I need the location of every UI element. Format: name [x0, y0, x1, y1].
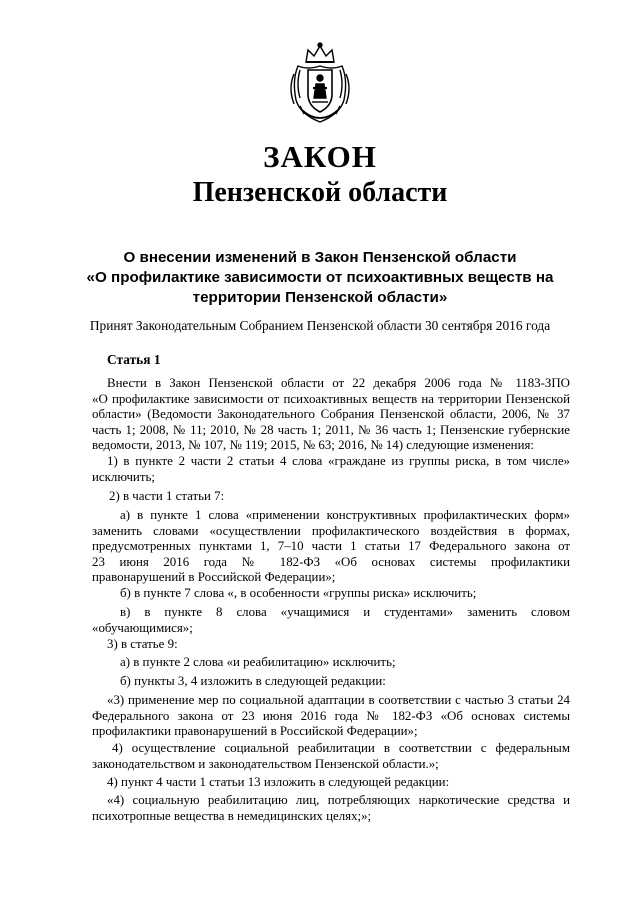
item-3a [92, 655, 570, 671]
text-line: заменить словами «осуществлении профилактического воздействия в формах, [92, 523, 570, 538]
text-line: профилактики правонарушений в Российской Федерации»; [92, 724, 418, 738]
item-3b [92, 674, 570, 690]
text-line: 3) в статье 9: [107, 637, 178, 651]
text-line: «4) социальную реабилитацию лиц, потребляющих наркотические средства и [107, 793, 570, 807]
law-region-title: Пензенской области [192, 177, 448, 208]
law-heading [60, 248, 580, 308]
text-line: в) в пункте 8 слова «учащимися и студентами» заменить словом [120, 605, 570, 619]
text-line: 1) в пункте 2 части 2 статьи 4 слова «граждане из группы риска, в том числе» [107, 454, 570, 468]
text-line: правонарушений в Российской Федерации»; [92, 570, 336, 584]
law-title: ЗАКОН [263, 139, 377, 174]
text-line: «О профилактике зависимости от психоактивных веществ на территории Пензенской [92, 391, 570, 406]
article-label: Статья 1 [107, 352, 161, 367]
item-4 [92, 775, 570, 791]
text-line: а) в пункте 1 слова «применении конструктивных профилактических форм» [120, 508, 570, 522]
text-line: 23 июня 2016 года № 182-ФЗ «Об основах системы профилактики [92, 554, 570, 569]
text-line: 4) пункт 4 части 1 статьи 13 изложить в следующей редакции: [107, 775, 450, 789]
item-3 [92, 637, 570, 653]
item-2 [92, 489, 570, 505]
quoted-point-4 [92, 741, 570, 772]
text-line: предусмотренных пунктами 1, 7–10 части 1 статьи 17 Федерального закона от [92, 539, 570, 553]
text-line: «3) применение мер по социальной адаптации в соответствии с частью 3 статьи 24 [107, 693, 570, 707]
text-line: б) в пункте 7 слова «, в особенности «группы риска» исключить; [120, 586, 477, 600]
text-line: исключить; [92, 469, 155, 484]
heading-line: территории Пензенской области» [192, 289, 448, 306]
text-line: 2) в части 1 статьи 7: [109, 489, 225, 503]
heading-line: «О профилактике зависимости от психоактивных веществ на [86, 269, 554, 286]
text-line: Внести в Закон Пензенской области от 22 декабря 2006 года № 1183-ЗПО [107, 376, 570, 390]
item-2a [92, 508, 570, 586]
item-2v [92, 605, 570, 636]
text-line: области» (Ведомости Законодательного Собрания Пензенской области, 2006, № 37 [92, 407, 570, 421]
text-line: ведомости, 2013, № 107, № 119; 2015, № 63; 2016, № 14) следующие изменения: [92, 438, 534, 452]
text-line: Федерального закона от 23 июня 2016 года № 182-ФЗ «Об основах системы [92, 708, 570, 723]
coat-of-arms-emblem [286, 40, 354, 126]
text-line: законодательством и законодательством Пензенской области.»; [92, 756, 439, 771]
adoption-line: Принят Законодательным Собранием Пензенской области 30 сентября 2016 года [89, 318, 551, 333]
item-2b [92, 586, 570, 602]
text-line: б) пункты 3, 4 изложить в следующей редакции: [120, 674, 386, 688]
heading-line: О внесении изменений в Закон Пензенской области [123, 249, 517, 266]
quoted-point-3 [92, 693, 570, 740]
item-1 [92, 454, 570, 485]
text-line: «обучающимися»; [92, 620, 193, 635]
text-line: 4) осуществление социальной реабилитации в соответствии с федеральным [112, 741, 570, 755]
text-line: психотропные вещества в немедицинских целях;»; [92, 808, 372, 823]
intro-paragraph [92, 376, 570, 454]
text-line: а) в пункте 2 слова «и реабилитацию» исключить; [120, 655, 396, 669]
quoted-point-4-new [92, 793, 570, 824]
text-line: часть 1; 2008, № 11; 2010, № 28 часть 1; 2011, № 36 часть 1; Пензенские губернские [92, 422, 570, 437]
